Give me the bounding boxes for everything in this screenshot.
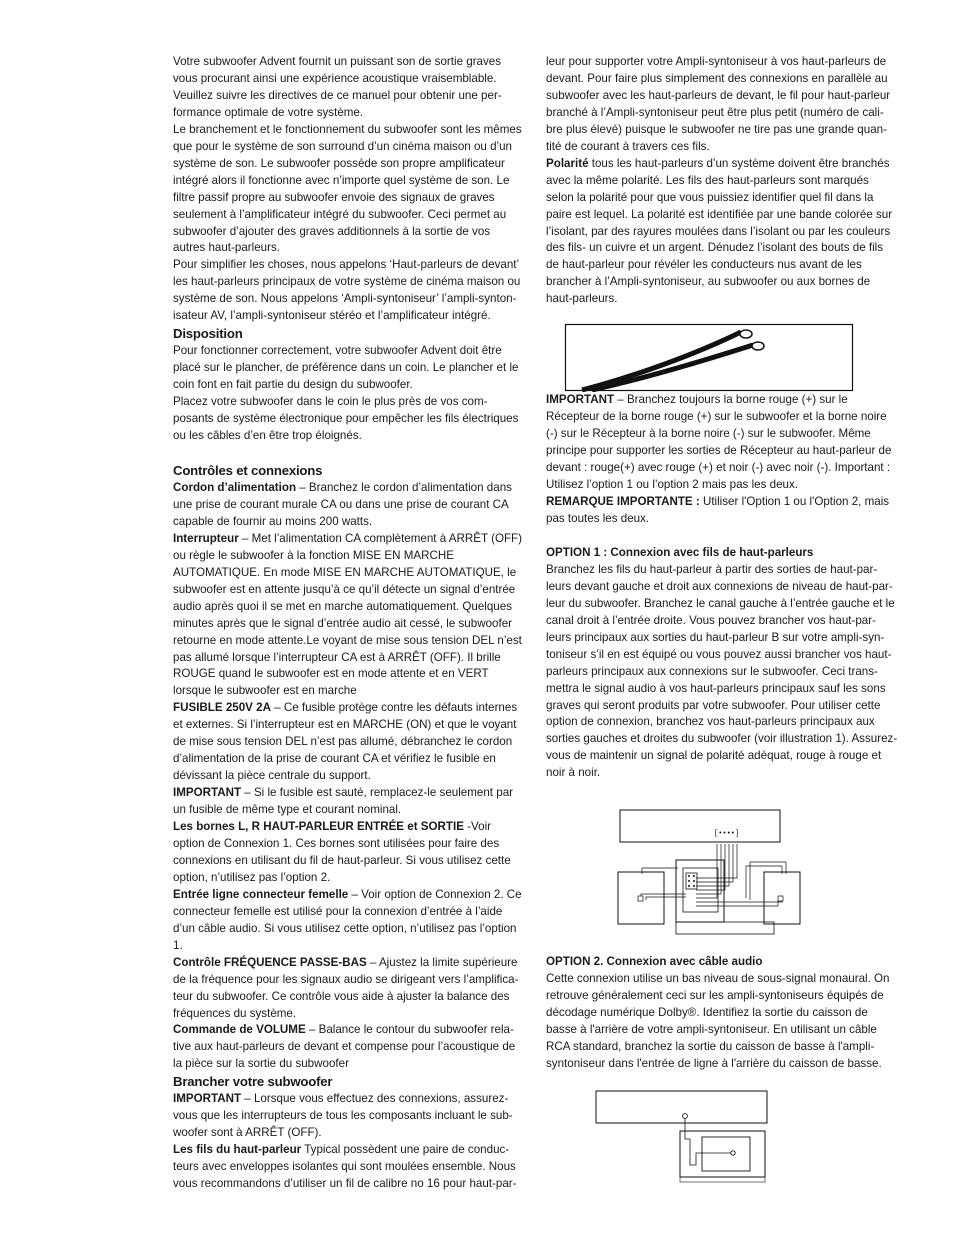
branch-item: [173, 1142, 523, 1193]
control-text: – Balance le contour du subwoofer rela- tive aux haut-parleurs de devant et compense pour l’acoustique de la pièce sur la sortie du subwoofer: [173, 1023, 516, 1071]
control-label: Interrupteur: [173, 531, 239, 545]
control-label: Contrôle FRÉQUENCE PASSE-BAS: [173, 955, 367, 969]
polarity-label: Polarité: [546, 156, 589, 170]
control-text: -Voir option de Connexion 1. Ces bornes sont utilisées pour faire des connexions en utilisant du fil de haut-parleur. Si vous utilisez cette option, n’utilisez pas l’option 2.: [173, 820, 511, 884]
control-label: Entrée ligne connecteur femelle: [173, 887, 349, 901]
speaker-wire-illustration: [546, 314, 898, 392]
branch-text: Typical possèdent une paire de conduc- teurs avec enveloppes isolantes qui sont moulées ensemble. Nous vous recommandons d’utiliser un fil de calibre no 16 pour haut-par-: [173, 1143, 517, 1191]
control-item: [173, 785, 523, 819]
option1-connection-diagram: [546, 782, 898, 954]
branch-label: IMPORTANT: [173, 1092, 242, 1106]
branch-text: – Lorsque vous effectuez des connexions, assurez- vous que les interrupteurs de tous les composants incluant le sub- woofer sont à ARRÊT (OFF).: [173, 1092, 513, 1140]
control-text: – Branchez le cordon d’alimentation dans une prise de courant murale CA ou dans une prise de courant CA capable de fournir au moins 200 watts.: [173, 480, 512, 528]
polarity-paragraph: [546, 156, 898, 309]
option2-paragraph: Cette connexion utilise un bas niveau de sous-signal monaural. On retrouve généralement ceci sur les ampli-syntoniseurs équipés de décodage numérique Dolby®. Identifiez la sortie du caisson de basse à l'arrière de votre ampli-syntoniseur. En utilisant un câble RCA standard, branchez la sortie du caisson de basse à l'ampli- syntoniseur dans l'entrée de ligne à l'arrière du caisson de basse.: [546, 972, 890, 1070]
option2-connection-diagram: [546, 1073, 898, 1185]
branch-item: [173, 1091, 523, 1142]
branch-heading: Brancher votre subwoofer: [173, 1074, 333, 1090]
disposition-paragraph-1: Pour fonctionner correctement, votre subwoofer Advent doit être placé sur le plancher, de préférence dans un coin. Le plancher et le coin font en fait partie du design du subwoofer.: [173, 344, 519, 392]
branch-label: Les fils du haut-parleur: [173, 1143, 302, 1157]
option2-heading-text: OPTION 2. Connexion avec câble audio: [546, 955, 763, 969]
control-item: [173, 700, 523, 785]
control-label: Cordon d’alimentation: [173, 480, 297, 494]
right-column: [546, 54, 898, 1185]
important-paragraph: [546, 392, 898, 494]
control-label: FUSIBLE 250V 2A: [173, 701, 271, 715]
control-text: – Ce fusible protège contre les défauts internes et externes. Si l’interrupteur est en MARCHE (ON) et que le voyant de mise sous tension DEL n’est pas allumé, débranchez le cordon d’alimentation de la prise de courant CA et vérifiez le fusible en dévissant la pièce centrale du support.: [173, 701, 518, 783]
important-label: IMPORTANT: [546, 393, 615, 407]
option1-heading-text: OPTION 1 : Connexion avec fils de haut-parleurs: [546, 545, 814, 559]
option1-paragraph: Branchez les fils du haut-parleur à partir des sorties de haut-par- leurs devant gauche et droit aux connexions de niveau de haut-par- leur du subwoofer. Branchez le canal gauche à l’entrée gauche et le canal droit à l’entrée droite. Vous pouvez brancher vos haut-par- leurs principaux aux sorties du haut-parleur B sur votre ampli-syn- toniseur s’il en est équipé ou vous pouvez aussi brancher vos haut- parleurs principaux aux connexions sur le subwoofer. Ceci trans- mettra le signal audio à vos haut-parleurs principaux sauf les sons graves qui seront produits par votre subwoofer. Pour utiliser cette option de connexion, branchez vos haut-parleurs principaux aux sorties gauches et droites du subwoofer (voir illustration 1). Assurez-vous de maintenir un signal de polarité adéquat, rouge à rouge et noir à noir.: [546, 562, 898, 780]
remark-text: Utiliser l'Option 1 ou l'Option 2, mais pas toutes les deux.: [546, 495, 890, 525]
important-text: – Branchez toujours la borne rouge (+) sur le Récepteur de la borne rouge (+) sur le subwoofer et la borne noire (-) sur le Récepteur à la borne noire (-) sur le subwoofer. Même principe pour supporter les sorties de Récepteur au haut-parleur de devant : rouge(+) avec rouge (+) et noir (-) avec noir (-). Important : Utilisez l’option 1 ou l’option 2 mais pas les deux.: [546, 393, 892, 492]
intro-paragraph-1: Votre subwoofer Advent fournit un puissant son de sortie graves vous procurant ainsi une expérience acoustique vraisemblable. Veuillez suivre les directives de ce manuel pour obtenir une per- formance optimale de votre système.: [173, 55, 502, 119]
control-item: [173, 887, 523, 955]
control-label: IMPORTANT: [173, 786, 242, 800]
control-item: [173, 1022, 523, 1073]
intro-paragraph-3: Pour simplifier les choses, nous appelons ‘Haut-parleurs de devant’ les haut-parleurs principaux de votre système de cinéma maison ou système de son. Nous appelons ‘Ampli-syntoniseur’ l’ampli-synton- isateur AV, l’ampli-syntoniseur stéréo et l’amplificateur intégré.: [173, 258, 521, 323]
intro-paragraph-2: Le branchement et le fonctionnement du subwoofer sont les mêmes que pour le système de son surround d’un cinéma maison ou d’un système de son. Le subwoofer possède son propre amplificateur intégré alors il fonctionne avec n’importe quel système de son. Le filtre passif propre au subwoofer envoie des signaux de graves seulement à l’amplificateur intégré du subwoofer. Ceci permet au subwoofer d’ajouter des graves additionnels à la sortie de vos autres haut-parleurs.: [173, 122, 522, 255]
left-column: [173, 54, 523, 1193]
polarity-text: tous les haut-parleurs d’un système doivent être branchés avec la même polarité. Les fils des haut-parleurs sont marqués selon la polarité pour que vous puissiez identifier quel fil dans la paire est lequel. La polarité est identifiée par une bande colorée sur l’isolant, par des rayures moulées dans l’isolant ou par les couleurs des fils- un cuivre et un argent. Dénudez l’isolant des bouts de fils de haut-parleur pour révéler les conducteurs nus avant de les brancher à l’Ampli-syntoniseur, au subwoofer ou aux bornes de haut-parleurs.: [546, 156, 893, 306]
control-label: Les bornes L, R HAUT-PARLEUR ENTRÉE et SORTIE: [173, 820, 464, 834]
control-item: [173, 531, 523, 701]
control-text: – Si le fusible est sauté, remplacez-le seulement par un fusible de même type et courant nominal.: [173, 786, 514, 817]
wire-continuation: leur pour supporter votre Ampli-syntoniseur à vos haut-parleurs de devant. Pour faire plus simplement des connexions en parallèle au subwoofer avec les haut-parleurs de devant, le fil pour haut-parleur branché à l’Ampli-syntoniseur peut être plus petit (numéro de cali- bre plus élevé) puisque le subwoofer ne tire pas une grande quan- tité de courant à travers ces fils.: [546, 55, 891, 153]
control-item: [173, 819, 523, 887]
control-item: [173, 955, 523, 1023]
control-text: – Ajustez la limite supérieure de la fréquence pour les signaux audio se dirigeant vers l’amplifica- teur du subwoofer. Ce contrôle vous aide à ajuster la balance des fréquences du système.: [173, 955, 519, 1020]
svg-text:[••••]: [••••]: [714, 830, 740, 839]
control-item: [173, 480, 523, 531]
disposition-paragraph-2: Placez votre subwoofer dans le coin le plus près de vos com- posants de système électronique pour empêcher les fils électriques ou les câbles d’en être trop éloignés.: [173, 395, 519, 443]
remark-label: REMARQUE IMPORTANTE :: [546, 495, 700, 509]
disposition-heading: Disposition: [173, 326, 243, 342]
option2-heading: [546, 954, 898, 971]
option1-heading: [546, 545, 898, 562]
remark-paragraph: [546, 494, 898, 528]
controls-heading: Contrôles et connexions: [173, 462, 323, 478]
control-text: – Voir option de Connexion 2. Ce connecteur femelle est utilisé pour la connexion d’entrée à l’aide d’un câble audio. Si vous utilisez cette option, n’utilisez pas l’option 1.: [173, 887, 522, 952]
control-text: – Met l’alimentation CA complètement à ARRÊT (OFF) ou règle le subwoofer à la fonction MISE EN MARCHE AUTOMATIQUE. En mode MISE EN MARCHE AUTOMATIQUE, le subwoofer est en attente jusqu’à ce qu’il détecte un signal d’entrée audio après quoi il se met en marche automatiquement. Quelques minutes après que le signal d’entrée audio ait cessé, le subwoofer retourne en mode attente.Le voyant de mise sous tension DEL n’est pas allumé lorsque l’interrupteur CA est à ARRÊT (OFF). Il brille ROUGE quand le subwoofer est en mode attente et en VERT lorsque le subwoofer est en marche: [173, 531, 522, 698]
control-label: Commande de VOLUME: [173, 1023, 306, 1037]
